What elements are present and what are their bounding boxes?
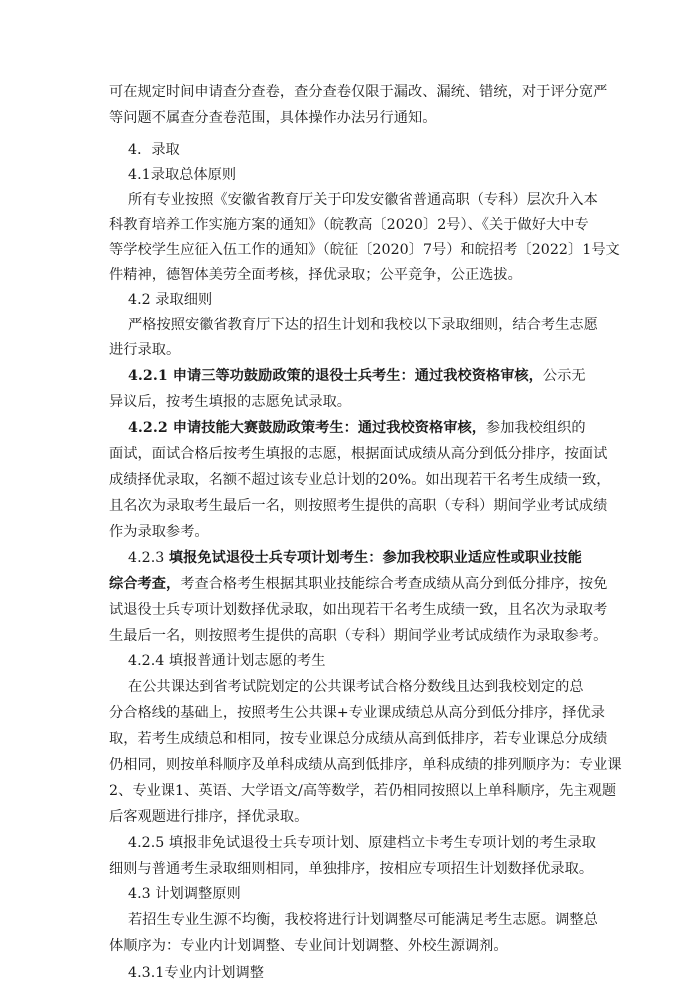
paragraph-line: 面试，面试合格后按考生填报的志愿，根据面试成绩从高分到低分排序，按面试	[109, 446, 608, 462]
bold-lead-text: 4.2.1 申请三等功鼓励政策的退役士兵考生：通过我校资格审核，	[128, 368, 543, 384]
paragraph-line: 仍相同，则按单科顺序及单科成绩从高到低排序，单科成绩的排列顺序为：专业课	[109, 757, 622, 773]
section-heading: 4．录取	[128, 142, 180, 158]
paragraph-line	[128, 548, 582, 568]
paragraph-line: 进行录取。	[109, 342, 181, 358]
paragraph-line: 后客观题进行排序，择优录取。	[109, 809, 309, 825]
paragraph-line	[128, 418, 586, 438]
paragraph-line: 且名次为录取考生最后一名，则按照考生提供的高职（专科）期间学业考试成绩	[109, 498, 608, 514]
subsection-heading: 4.2 录取细则	[128, 292, 213, 308]
paragraph-line: 2、专业课1、英语、大学语文/高等数学，若仍相同按照以上单科顺序，先主观题	[109, 783, 617, 799]
paragraph-line: 作为录取参考。	[109, 524, 209, 540]
bold-lead-text: 综合考查，	[109, 576, 181, 592]
paragraph-line: 件精神，德智体美劳全面考核，择优录取；公平竞争，公正选拔。	[109, 267, 522, 283]
subsection-heading: 4.3.1专业内计划调整	[128, 965, 265, 981]
paragraph-line: 成绩择优录取，名额不超过该专业总计划的20%。如出现若干名考生成绩一致，	[109, 472, 611, 488]
paragraph-line: 科教育培养工作实施方案的通知》（皖教高〔2020〕2号）、《关于做好大中专	[109, 217, 589, 233]
paragraph-line: 若招生专业生源不均衡，我校将进行计划调整尽可能满足考生志愿。调整总	[128, 912, 598, 928]
paragraph-line: 细则与普通考生录取细则相同，单独排序，按相应专项招生计划数择优录取。	[109, 861, 594, 877]
paragraph-line: 试退役士兵专项计划数择优录取，如出现若干名考生成绩一致，且名次为录取考	[109, 602, 608, 618]
paragraph-line: 体顺序为：专业内计划调整、专业间计划调整、外校生源调剂。	[109, 938, 508, 954]
paragraph-line: 严格按照安徽省教育厅下达的招生计划和我校以下录取细则，结合考生志愿	[128, 317, 598, 333]
paragraph-line: 在公共课达到省考试院划定的公共课考试合格分数线且达到我校划定的总	[128, 679, 584, 695]
paragraph-line: 4.2.5 填报非免试退役士兵专项计划、原建档立卡考生专项计划的考生录取	[128, 835, 597, 851]
inline-text: 参加我校组织的	[485, 420, 586, 436]
paragraph-line: 所有专业按照《安徽省教育厅关于印发安徽省普通高职（专科）层次升入本	[128, 192, 598, 208]
paragraph-line: 可在规定时间申请查分查卷，查分查卷仅限于漏改、漏统、错统，对于评分宽严	[109, 84, 608, 100]
paragraph-line: 分合格线的基础上，按照考生公共课+专业课成绩总从高分到低分排序，择优录	[109, 705, 606, 721]
inline-text: 考查合格考生根据其职业技能综合考查成绩从高分到低分排序，按免	[180, 576, 608, 592]
subsection-heading: 4.1录取总体原则	[128, 167, 237, 183]
paragraph-line: 生最后一名，则按照考生提供的高职（专科）期间学业考试成绩作为录取参考。	[109, 628, 608, 644]
paragraph-line: 等学校学生应征入伍工作的通知》（皖征〔2020〕7号）和皖招考〔2022〕1号文	[109, 242, 620, 258]
inline-text: 公示无	[542, 368, 586, 384]
paragraph-line	[128, 366, 586, 386]
paragraph-line: 等问题不属查分查卷范围，具体操作办法另行通知。	[109, 110, 437, 126]
paragraph-line	[109, 574, 607, 594]
subsection-heading: 4.2.4 填报普通计划志愿的考生	[128, 653, 326, 669]
item-number: 4.2.3	[128, 550, 169, 566]
bold-lead-text: 4.2.2 申请技能大赛鼓励政策考生：通过我校资格审核，	[128, 420, 486, 436]
subsection-heading: 4.3 计划调整原则	[128, 886, 241, 902]
paragraph-line: 异议后，按考生填报的志愿免试录取。	[109, 394, 352, 410]
paragraph-line: 取，若考生成绩总和相同，按专业课总分成绩从高到低排序，若专业课总分成绩	[109, 731, 608, 747]
bold-lead-text: 填报免试退役士兵专项计划考生：参加我校职业适应性或职业技能	[168, 550, 582, 566]
